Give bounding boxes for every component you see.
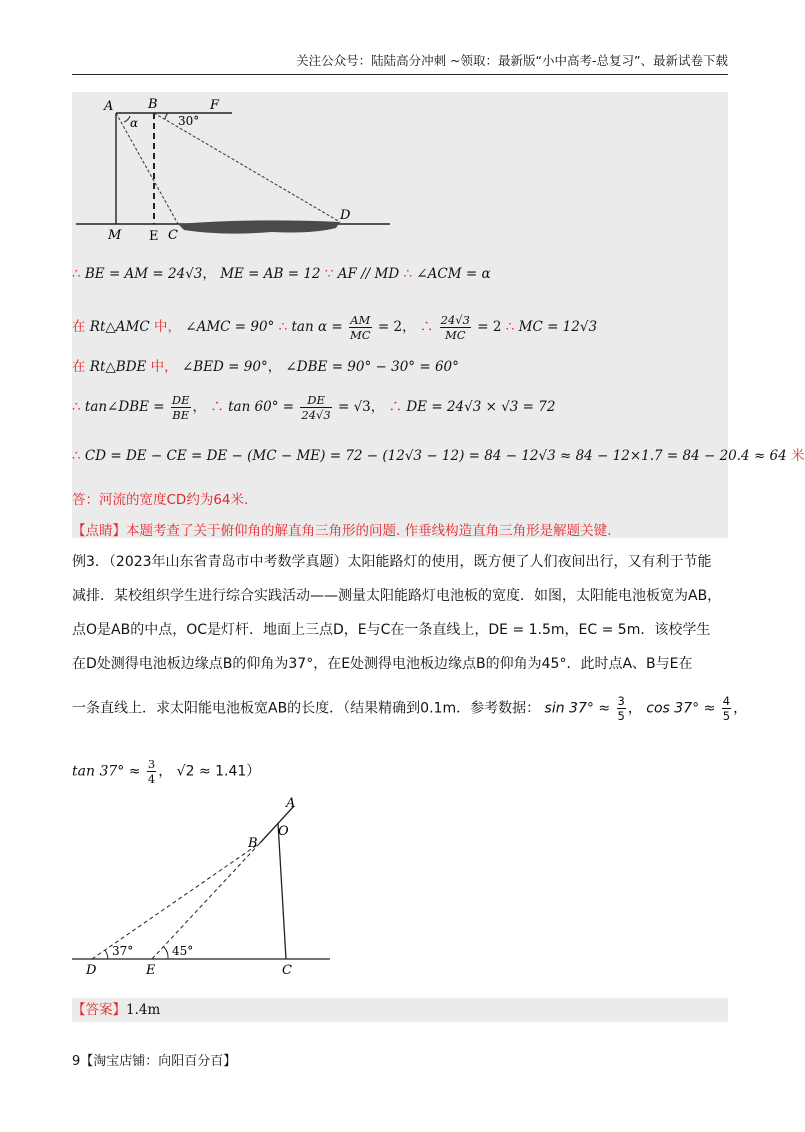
label-A: A	[286, 796, 296, 811]
fraction-24r3-MC: $\frac{24√3}{MC}$	[440, 313, 470, 342]
eq-BE-AM: BE = AM = 24√3	[84, 266, 203, 282]
footer-shop: 【淘宝店铺：向阳百分百】	[80, 1054, 237, 1069]
pole-OC	[278, 823, 286, 959]
triangle-BDE: Rt△BDE	[89, 359, 147, 375]
angle45-arc	[164, 947, 168, 959]
label-37deg: 37°	[112, 944, 134, 958]
therefore-symbol: ∴	[505, 319, 515, 335]
sin37: sin 37° ≈	[544, 700, 611, 717]
therefore-symbol: ∴	[278, 319, 288, 335]
label-M: M	[108, 228, 122, 243]
cos37: cos 37° ≈	[646, 700, 716, 717]
line-AC	[116, 113, 178, 224]
label-B: B	[148, 97, 158, 112]
label-D: D	[86, 963, 97, 978]
solution-line-3: 在 Rt△BDE 中， ∠BED = 90°， ∠DBE = 90° − 30° = 60°	[72, 359, 459, 375]
example3-line-5: 一条直线上．求太阳能电池板宽AB的长度．（结果精确到0.1m．参考数据： sin 37° ≈ $\frac{3}{5}$ ， cos 37° ≈ $\frac{4}{5}$ ，	[72, 694, 748, 723]
river-shape	[178, 220, 340, 233]
label-C: C	[282, 963, 292, 978]
answer-tag: 【答案】	[72, 1002, 126, 1018]
fraction-4-5: $\frac{4}{5}$	[722, 694, 731, 723]
eq-ACM: ∠ACM = α	[416, 266, 491, 282]
line-BD	[154, 113, 340, 222]
eq-DE-72: DE = 24√3 × √3 = 72	[406, 399, 556, 415]
angle37-arc	[105, 950, 108, 959]
therefore-symbol: ∴	[419, 319, 434, 335]
solution-answer: 答：河流的宽度CD约为64米.	[72, 492, 249, 508]
page-number: 9	[72, 1054, 81, 1069]
fraction-DE-24r3: $\frac{DE}{24√3}$	[301, 393, 331, 422]
label-45deg: 45°	[172, 944, 194, 958]
eq-AMC-90: ∠AMC = 90°	[185, 319, 275, 335]
example3-line-3: 点O是AB的中点，OC是灯杆．地面上三点D，E与C在一条直线上，DE = 1.5m，EC = 5m．该校学生	[72, 622, 711, 638]
triangle-AMC: Rt△AMC	[89, 319, 150, 335]
answer-block	[72, 998, 728, 1022]
eq-CD: CD = DE − CE = DE − (MC − ME) = 72 − (12√3 − 12) = 84 − 12√3 ≈ 84 − 12×1.7 = 84 − 20.4 ≈ 64	[84, 448, 787, 464]
fraction-3-5: $\frac{3}{5}$	[617, 694, 625, 723]
line-EB	[152, 843, 260, 959]
because-symbol: ∵	[324, 266, 334, 282]
fraction-AM-MC: $\frac{AM}{MC}$	[349, 313, 371, 342]
line-BA	[260, 806, 294, 843]
example3-line-6: tan 37° ≈ $\frac{3}{4}$ ， √2 ≈ 1.41）	[72, 757, 261, 786]
label-E: E	[149, 229, 159, 244]
example3-text	[72, 545, 732, 681]
tan37: tan 37° ≈	[72, 763, 141, 780]
tan-60: tan 60° =	[228, 399, 295, 415]
figure-river-diagram	[72, 92, 402, 242]
word-zai: 在	[72, 319, 86, 335]
page-footer	[72, 1050, 236, 1069]
label-B: B	[248, 836, 258, 851]
tan-alpha: tan α =	[291, 319, 343, 335]
word-zhong: 中，	[153, 319, 181, 335]
unit-mi: 米	[791, 448, 805, 464]
eq-BED-90: ∠BED = 90°	[181, 359, 268, 375]
label-alpha: α	[130, 116, 139, 130]
label-C: C	[168, 228, 178, 243]
solution-line-1: ∴ BE = AM = 24√3， ME = AB = 12 ∵ AF // MD ∴ ∠ACM = α	[72, 266, 491, 282]
solution-note: 【点睛】本题考查了关于俯仰角的解直角三角形的问题. 作垂线构造直角三角形是解题关键.	[72, 523, 612, 539]
fraction-DE-BE: $\frac{DE}{BE}$	[171, 393, 190, 422]
example3-line-4: 在D处测得电池板边缘点B的仰角为37°，在E处测得电池板边缘点B的仰角为45°．此时点A、B与E在	[72, 656, 693, 672]
solution-line-5: ∴ CD = DE − CE = DE − (MC − ME) = 72 − (12√3 − 12) = 84 − 12√3 ≈ 84 − 12×1.7 = 84 − 20.4 ≈ 64 米	[72, 448, 805, 464]
eq-AF-parallel: AF // MD	[337, 266, 400, 282]
example3-line-2: 减排．某校组织学生进行综合实践活动——测量太阳能路灯电池板的宽度．如图，太阳能电池板宽为AB，	[72, 588, 722, 604]
label-E: E	[146, 963, 156, 978]
answer-value: 1.4m	[126, 1002, 161, 1018]
figure-solar-lamp	[72, 795, 342, 980]
label-O: O	[278, 824, 289, 839]
page-header	[72, 52, 728, 75]
label-30deg: 30°	[178, 114, 200, 128]
label-D: D	[340, 208, 351, 223]
solution-line-4: ∴ tan∠DBE = $\frac{DE}{BE}$ ， ∴ tan 60° = $\frac{DE}{24√3}$ = √3， ∴ DE = 24√3 × √3 = 72	[72, 393, 556, 422]
eq-DBE-60: ∠DBE = 90° − 30° = 60°	[285, 359, 459, 375]
therefore-symbol: ∴	[403, 266, 413, 282]
example3-line-1: 例3．（2023年山东省青岛市中考数学真题）太阳能路灯的使用，既方便了人们夜间出行，又有利于节能	[72, 554, 712, 570]
header-text: 关注公众号：陆陆高分冲刺 ~领取：最新版“小中高考-总复习”、最新试卷下载	[296, 53, 728, 68]
tan-DBE: tan∠DBE =	[84, 399, 165, 415]
label-F: F	[210, 98, 220, 113]
therefore-symbol: ∴	[72, 266, 81, 282]
line-DB	[92, 843, 260, 959]
eq-MC: MC = 12√3	[518, 319, 598, 335]
solution-line-2: 在 Rt△AMC 中， ∠AMC = 90° ∴ tan α = $\frac{AM}{MC}$ = 2， ∴ $\frac{24√3}{MC}$ = 2 ∴ MC = 12√3	[72, 313, 598, 342]
eq-ME-AB: ME = AB = 12	[220, 266, 321, 282]
angle30-arc	[165, 113, 168, 119]
sqrt2-approx: √2 ≈ 1.41）	[176, 763, 261, 780]
fraction-3-4: $\frac{3}{4}$	[147, 757, 156, 786]
label-A: A	[104, 99, 114, 114]
